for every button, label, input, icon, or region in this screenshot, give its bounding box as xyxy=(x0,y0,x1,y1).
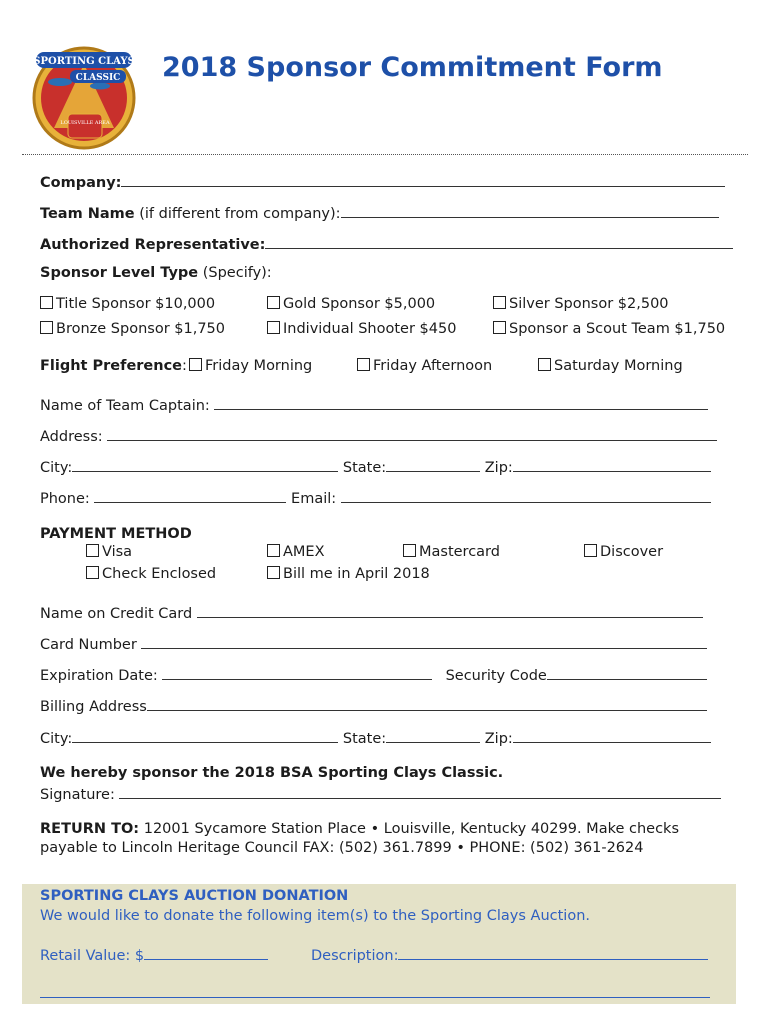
sponsor-statement: We hereby sponsor the 2018 BSA Sporting Clays Classic. xyxy=(40,765,504,781)
retail-value-label: Retail Value: $ xyxy=(40,948,145,964)
phone-field[interactable] xyxy=(94,488,286,503)
company-label: Company: xyxy=(40,175,122,191)
zip-label: Zip: xyxy=(484,460,513,476)
payment-option-visa[interactable]: Visa xyxy=(86,544,132,560)
name-on-card-field[interactable] xyxy=(197,603,703,618)
checkbox[interactable] xyxy=(267,321,280,334)
expiration-label: Expiration Date: xyxy=(40,668,158,684)
sponsor-option-title[interactable]: Title Sponsor $10,000 xyxy=(40,296,215,312)
return-to-address: 12001 Sycamore Station Place • Louisville, Kentucky 40299. Make checks xyxy=(143,821,679,837)
flight-preference-label: Flight Preference: xyxy=(40,358,187,374)
security-code-field[interactable] xyxy=(547,665,707,680)
expiration-field[interactable] xyxy=(162,665,432,680)
return-to-label: RETURN TO: xyxy=(40,821,140,837)
address-row xyxy=(40,426,717,445)
team-name-label: Team Name xyxy=(40,206,135,222)
company-row xyxy=(40,172,725,191)
team-name-note: (if different from company): xyxy=(139,206,341,222)
representative-label: Authorized Representative: xyxy=(40,237,266,253)
billing-address-row xyxy=(40,696,707,715)
signature-field[interactable] xyxy=(119,784,721,799)
state-field[interactable] xyxy=(386,457,480,472)
checkbox[interactable] xyxy=(189,358,202,371)
billing-city-state-zip-row xyxy=(40,728,711,747)
captain-row xyxy=(40,395,708,414)
payment-option-discover[interactable]: Discover xyxy=(584,544,663,560)
email-label: Email: xyxy=(291,491,337,507)
donation-text: We would like to donate the following item(s) to the Sporting Clays Auction. xyxy=(40,908,590,924)
return-to-line2: payable to Lincoln Heritage Council FAX: (502) 361.7899 • PHONE: (502) 361-2624 xyxy=(40,840,644,856)
description-row xyxy=(311,945,708,964)
checkbox[interactable] xyxy=(267,296,280,309)
captain-label: Name of Team Captain: xyxy=(40,398,210,414)
checkbox[interactable] xyxy=(267,544,280,557)
billing-address-label: Billing Address xyxy=(40,699,147,715)
checkbox[interactable] xyxy=(267,566,280,579)
card-number-label: Card Number xyxy=(40,637,137,653)
billing-zip-field[interactable] xyxy=(513,728,711,743)
billing-state-label: State: xyxy=(342,731,387,747)
sponsor-option-gold[interactable]: Gold Sponsor $5,000 xyxy=(267,296,435,312)
checkbox[interactable] xyxy=(493,321,506,334)
flight-option-saturday-morning[interactable]: Saturday Morning xyxy=(538,358,683,374)
checkbox[interactable] xyxy=(538,358,551,371)
checkbox[interactable] xyxy=(40,296,53,309)
state-label: State: xyxy=(342,460,387,476)
payment-method-heading: PAYMENT METHOD xyxy=(40,526,192,542)
city-label: City: xyxy=(40,460,73,476)
checkbox[interactable] xyxy=(493,296,506,309)
team-name-row xyxy=(40,203,719,222)
billing-address-field[interactable] xyxy=(147,696,707,711)
card-number-row xyxy=(40,634,707,653)
logo-text-mid: CLASSIC xyxy=(75,73,121,83)
header-divider xyxy=(22,154,748,155)
billing-city-field[interactable] xyxy=(72,728,338,743)
payment-option-check[interactable]: Check Enclosed xyxy=(86,566,216,582)
checkbox[interactable] xyxy=(357,358,370,371)
company-field[interactable] xyxy=(121,172,725,187)
name-on-card-label: Name on Credit Card xyxy=(40,606,193,622)
address-field[interactable] xyxy=(107,426,717,441)
email-field[interactable] xyxy=(341,488,711,503)
logo-text-top: SPORTING CLAYS xyxy=(33,56,135,67)
city-field[interactable] xyxy=(72,457,338,472)
billing-city-label: City: xyxy=(40,731,73,747)
phone-email-row xyxy=(40,488,711,507)
representative-field[interactable] xyxy=(265,234,733,249)
sponsor-level-note: (Specify): xyxy=(202,265,272,281)
event-logo xyxy=(30,42,138,150)
captain-field[interactable] xyxy=(214,395,708,410)
payment-option-amex[interactable]: AMEX xyxy=(267,544,325,560)
description-label: Description: xyxy=(311,948,399,964)
description-field[interactable] xyxy=(398,945,708,960)
checkbox[interactable] xyxy=(40,321,53,334)
donation-extra-line[interactable] xyxy=(40,996,710,998)
representative-row xyxy=(40,234,733,253)
address-label: Address: xyxy=(40,429,103,445)
retail-value-field[interactable] xyxy=(144,945,268,960)
sponsor-level-label: Sponsor Level Type xyxy=(40,265,199,281)
signature-label: Signature: xyxy=(40,787,115,803)
return-to-line1 xyxy=(40,821,679,837)
checkbox[interactable] xyxy=(584,544,597,557)
sponsor-option-bronze[interactable]: Bronze Sponsor $1,750 xyxy=(40,321,225,337)
payment-option-bill-me[interactable]: Bill me in April 2018 xyxy=(267,566,430,582)
name-on-card-row xyxy=(40,603,703,622)
city-state-zip-row xyxy=(40,457,711,476)
card-number-field[interactable] xyxy=(141,634,707,649)
expiration-security-row xyxy=(40,665,707,684)
retail-value-row xyxy=(40,945,268,964)
checkbox[interactable] xyxy=(86,566,99,579)
team-name-field[interactable] xyxy=(341,203,719,218)
zip-field[interactable] xyxy=(513,457,711,472)
signature-row xyxy=(40,784,721,803)
security-code-label: Security Code xyxy=(445,668,547,684)
sponsor-option-individual[interactable]: Individual Shooter $450 xyxy=(267,321,456,337)
payment-option-mastercard[interactable]: Mastercard xyxy=(403,544,500,560)
flight-option-friday-afternoon[interactable]: Friday Afternoon xyxy=(357,358,492,374)
sponsor-level-row xyxy=(40,265,272,281)
sponsor-option-silver[interactable]: Silver Sponsor $2,500 xyxy=(493,296,669,312)
billing-zip-label: Zip: xyxy=(484,731,513,747)
page-title: 2018 Sponsor Commitment Form xyxy=(162,52,663,83)
billing-state-field[interactable] xyxy=(386,728,480,743)
donation-heading: SPORTING CLAYS AUCTION DONATION xyxy=(40,888,349,904)
sponsor-option-scout-team[interactable]: Sponsor a Scout Team $1,750 xyxy=(493,321,725,337)
checkbox[interactable] xyxy=(86,544,99,557)
logo-text-bottom: LOUISVILLE AREA xyxy=(60,120,110,126)
checkbox[interactable] xyxy=(403,544,416,557)
flight-option-friday-morning[interactable]: Friday Morning xyxy=(189,358,312,374)
phone-label: Phone: xyxy=(40,491,90,507)
